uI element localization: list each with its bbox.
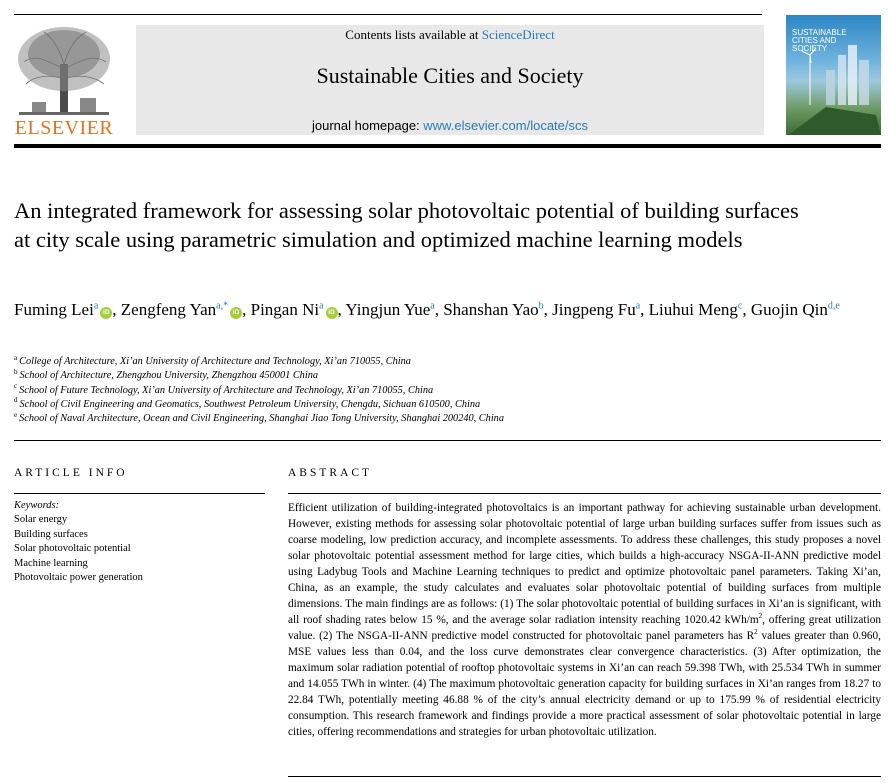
author-name[interactable]: Yingjun Yue <box>345 300 431 319</box>
section-rule <box>14 440 881 441</box>
journal-masthead <box>136 25 764 135</box>
abstract-heading: ABSTRACT <box>288 467 373 479</box>
affiliation-mark: a <box>14 353 18 362</box>
author-affiliation-mark[interactable]: a <box>635 300 641 312</box>
affiliation-item <box>14 412 874 426</box>
superscript: 2 <box>754 628 758 637</box>
author-separator: , <box>434 300 444 319</box>
author-name[interactable]: Fuming Lei <box>14 300 94 319</box>
keyword-item: Photovoltaic power generation <box>14 572 143 584</box>
affiliation-text: College of Architecture, Xi’an University of Architecture and Technology, Xi’an 710055, China <box>19 356 411 367</box>
affiliation-text: School of Future Technology, Xi’an University of Architecture and Technology, Xi’an 710055, China <box>19 384 434 396</box>
author-name[interactable]: Shanshan Yao <box>443 300 539 319</box>
cover-skyline-icon <box>786 15 881 135</box>
affiliation-text: School of Civil Engineering and Geomatics, Southwest Petroleum University, Chengdu, Sichuan 610500, China <box>19 398 481 410</box>
affiliation-text: School of Naval Architecture, Ocean and Civil Engineering, Shanghai Jiao Tong University, Shanghai 200240, China <box>19 413 504 425</box>
author-name[interactable]: Jingpeng Fu <box>552 300 636 319</box>
affiliation-item <box>14 398 874 412</box>
keyword-item: Building surfaces <box>14 528 88 540</box>
journal-cover-image[interactable] <box>786 15 881 135</box>
author-separator: , <box>337 300 346 319</box>
orcid-icon[interactable]: iD <box>100 307 112 319</box>
author-affiliation-mark[interactable]: b <box>538 300 544 312</box>
homepage-prefix: journal homepage: <box>311 118 424 133</box>
author-name[interactable]: Liuhui Meng <box>648 300 738 319</box>
author-name[interactable]: Pingan Ni <box>250 300 320 319</box>
contents-availability <box>136 27 764 43</box>
keyword-item: Solar energy <box>14 514 68 526</box>
contents-prefix: Contents lists available at <box>345 27 482 42</box>
article-title: An integrated framework for assessing solar photovoltaic potential of building surfaces at city scale using parametric simulation and optimized machine learning models <box>14 198 799 252</box>
affiliation-item <box>14 384 874 398</box>
affiliation-list <box>14 355 874 426</box>
orcid-icon[interactable]: iD <box>230 307 242 319</box>
affiliation-mark: e <box>14 410 18 419</box>
author-affiliation-mark[interactable]: a <box>93 300 99 312</box>
author-name[interactable]: Guojin Qin <box>750 300 828 319</box>
orcid-icon[interactable]: iD <box>326 307 338 319</box>
author-affiliation-mark[interactable]: a <box>430 300 435 312</box>
abstract-part: Efficient utilization of building-integrated photovoltaics is an important pathway for achieving sustainable urban development. However, existing methods for assessing solar photovoltaic potential of large urban building surfaces suffer from issues such as coarse modeling, low prediction accuracy, and incomplete assessments. To address these challenges, this study proposes a novel solar photovoltaic potential assessment method for large cities, which builds a high-accuracy NSGA-II-ANN predictive model using Ladybug Tools and Machine Learning techniques to predict and optimize photovoltaic panel parameters. Taking Xi’an, China, as an example, the study calculates and evaluates solar photovoltaic potential of building surfaces from multiple dimensions. The main findings are as follows: (1) The solar photovoltaic potential of building surfaces in Xi’an is significant, with all roof shading rates below 15 %, and the average solar radiation intensity reaching 1020.42 kWh/m <box>288 502 881 626</box>
article-info-heading: ARTICLE INFO <box>14 467 128 479</box>
abstract-rule <box>288 493 881 494</box>
journal-homepage <box>136 118 764 133</box>
author-separator: , <box>242 300 251 319</box>
top-rule <box>14 14 762 15</box>
abstract-part: values greater than 0.960, MSE values less than 0.04, and the loss curve demonstrates clear convergence characteristics. (3) After optimization, the maximum solar radiation potential of rooftop photovoltaic systems in Xi’an can reach 59.398 TWh, with 25.534 TWh in summer and 14.055 TWh in winter. (4) The maximum photovoltaic generation capacity for building surfaces in Xi’an ranges from 18.27 to 22.84 TWh, potentially meeting 46.88 % of the city’s annual electricity demand or up to 175.99 % of residential electricity consumption. This research framework and findings provide a more practical assessment of solar photovoltaic potential in large cities, offering recommendations and strategies for urban photovoltaic utilization. <box>288 630 882 738</box>
affiliation-item <box>14 355 874 369</box>
author-separator: , <box>640 300 649 319</box>
keywords-block <box>14 499 264 585</box>
author-list <box>14 298 874 321</box>
affiliation-mark: d <box>14 396 18 405</box>
author-name[interactable]: Zengfeng Yan <box>120 300 217 319</box>
superscript: 2 <box>758 612 763 621</box>
keyword-item: Machine learning <box>14 557 88 569</box>
author-affiliation-mark[interactable]: a <box>319 300 324 312</box>
author-affiliation-mark[interactable]: a,* <box>216 300 229 312</box>
keyword-item: Solar photovoltaic potential <box>14 543 131 555</box>
cover-title: SUSTAINABLE CITIES AND SOCIETY <box>792 28 847 53</box>
journal-title: Sustainable Cities and Society <box>316 63 584 88</box>
homepage-link[interactable]: www.elsevier.com/locate/scs <box>423 118 589 133</box>
abstract-text <box>288 500 881 740</box>
article-info-rule <box>14 493 265 494</box>
affiliation-text: School of Architecture, Zhengzhou University, Zhengzhou 450001 China <box>19 370 318 382</box>
abstract-part: , offering great utilization value. (2) The NSGA-II-ANN predictive model constructed for photovoltaic panel parameters has R <box>288 614 881 642</box>
abstract-bottom-rule <box>288 776 881 777</box>
author-separator: , <box>543 300 553 319</box>
affiliation-item <box>14 369 874 383</box>
author-affiliation-mark[interactable]: d,e <box>827 300 840 312</box>
author-separator: , <box>112 300 121 319</box>
sciencedirect-link[interactable]: ScienceDirect <box>481 27 555 42</box>
author-affiliation-mark[interactable]: c <box>737 300 743 312</box>
publisher-wordmark: ELSEVIER <box>14 117 114 139</box>
affiliation-mark: b <box>14 367 18 376</box>
affiliation-mark: c <box>14 382 18 391</box>
keywords-label: Keywords: <box>14 500 60 511</box>
author-separator: , <box>742 300 751 319</box>
header-thick-rule <box>14 144 881 148</box>
